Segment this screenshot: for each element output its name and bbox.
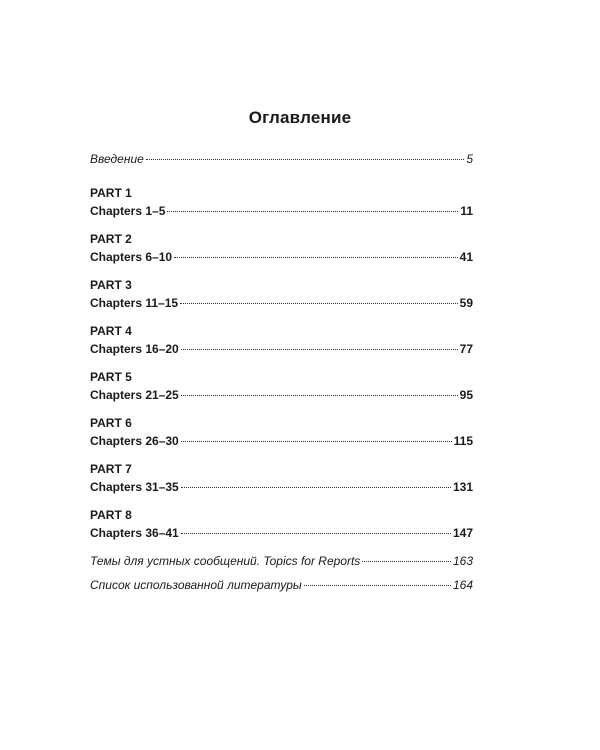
part-heading: PART 5 <box>90 370 132 384</box>
dot-leader <box>181 487 451 488</box>
toc-entry-part-8[interactable] <box>90 524 473 542</box>
dot-leader <box>181 349 458 350</box>
part-heading: PART 6 <box>90 416 132 430</box>
toc-page-number: 59 <box>459 296 473 310</box>
dot-leader <box>180 303 458 304</box>
dot-leader <box>304 585 451 586</box>
part-heading: PART 8 <box>90 508 132 522</box>
dot-leader <box>181 441 452 442</box>
toc-entry-part-5[interactable] <box>90 386 473 404</box>
dot-leader <box>181 395 458 396</box>
toc-title: Оглавление <box>248 108 352 127</box>
toc-page-number: 5 <box>466 152 473 166</box>
dot-leader <box>174 257 458 258</box>
toc-entry-label: Chapters 36–41 <box>90 526 179 540</box>
toc-page-number: 77 <box>459 342 473 356</box>
dot-leader <box>362 561 451 562</box>
toc-entry-label: Chapters 11–15 <box>90 296 179 310</box>
part-heading: PART 7 <box>90 462 132 476</box>
toc-entry-label: Chapters 26–30 <box>90 434 179 448</box>
toc-page-number: 41 <box>459 250 473 264</box>
table-of-contents <box>90 150 473 594</box>
toc-entry-intro[interactable] <box>90 150 473 168</box>
toc-entry-label: Список использованной литературы <box>90 578 302 592</box>
part-heading: PART 2 <box>90 232 132 246</box>
toc-page-number: 163 <box>452 554 473 568</box>
toc-entry-part-6[interactable] <box>90 432 473 450</box>
part-heading: PART 3 <box>90 278 132 292</box>
toc-entry-label: Введение <box>90 152 144 166</box>
toc-entry-part-1[interactable] <box>90 202 473 220</box>
toc-page-number: 11 <box>460 204 473 218</box>
toc-page-number: 147 <box>452 526 473 540</box>
toc-page-number: 95 <box>459 388 473 402</box>
part-heading: PART 4 <box>90 324 132 338</box>
toc-entry-label: Темы для устных сообщений. Topics for Reports <box>90 554 361 568</box>
toc-page-number: 131 <box>452 480 473 494</box>
part-heading: PART 1 <box>90 186 132 200</box>
toc-entry-part-2[interactable] <box>90 248 473 266</box>
toc-entry-part-7[interactable] <box>90 478 473 496</box>
dot-leader <box>181 533 451 534</box>
dot-leader <box>146 159 465 160</box>
toc-entry-part-4[interactable] <box>90 340 473 358</box>
toc-entry-part-3[interactable] <box>90 294 473 312</box>
toc-entry-label: Chapters 31–35 <box>90 480 179 494</box>
dot-leader <box>167 211 458 212</box>
toc-entry-label: Chapters 6–10 <box>90 250 173 264</box>
toc-entry-label: Chapters 1–5 <box>90 204 166 218</box>
toc-entry-topics[interactable] <box>90 552 473 570</box>
toc-entry-references[interactable] <box>90 576 473 594</box>
toc-page-number: 164 <box>452 578 473 592</box>
toc-entry-label: Chapters 21–25 <box>90 388 179 402</box>
toc-entry-label: Chapters 16–20 <box>90 342 179 356</box>
toc-page-number: 115 <box>453 434 473 448</box>
